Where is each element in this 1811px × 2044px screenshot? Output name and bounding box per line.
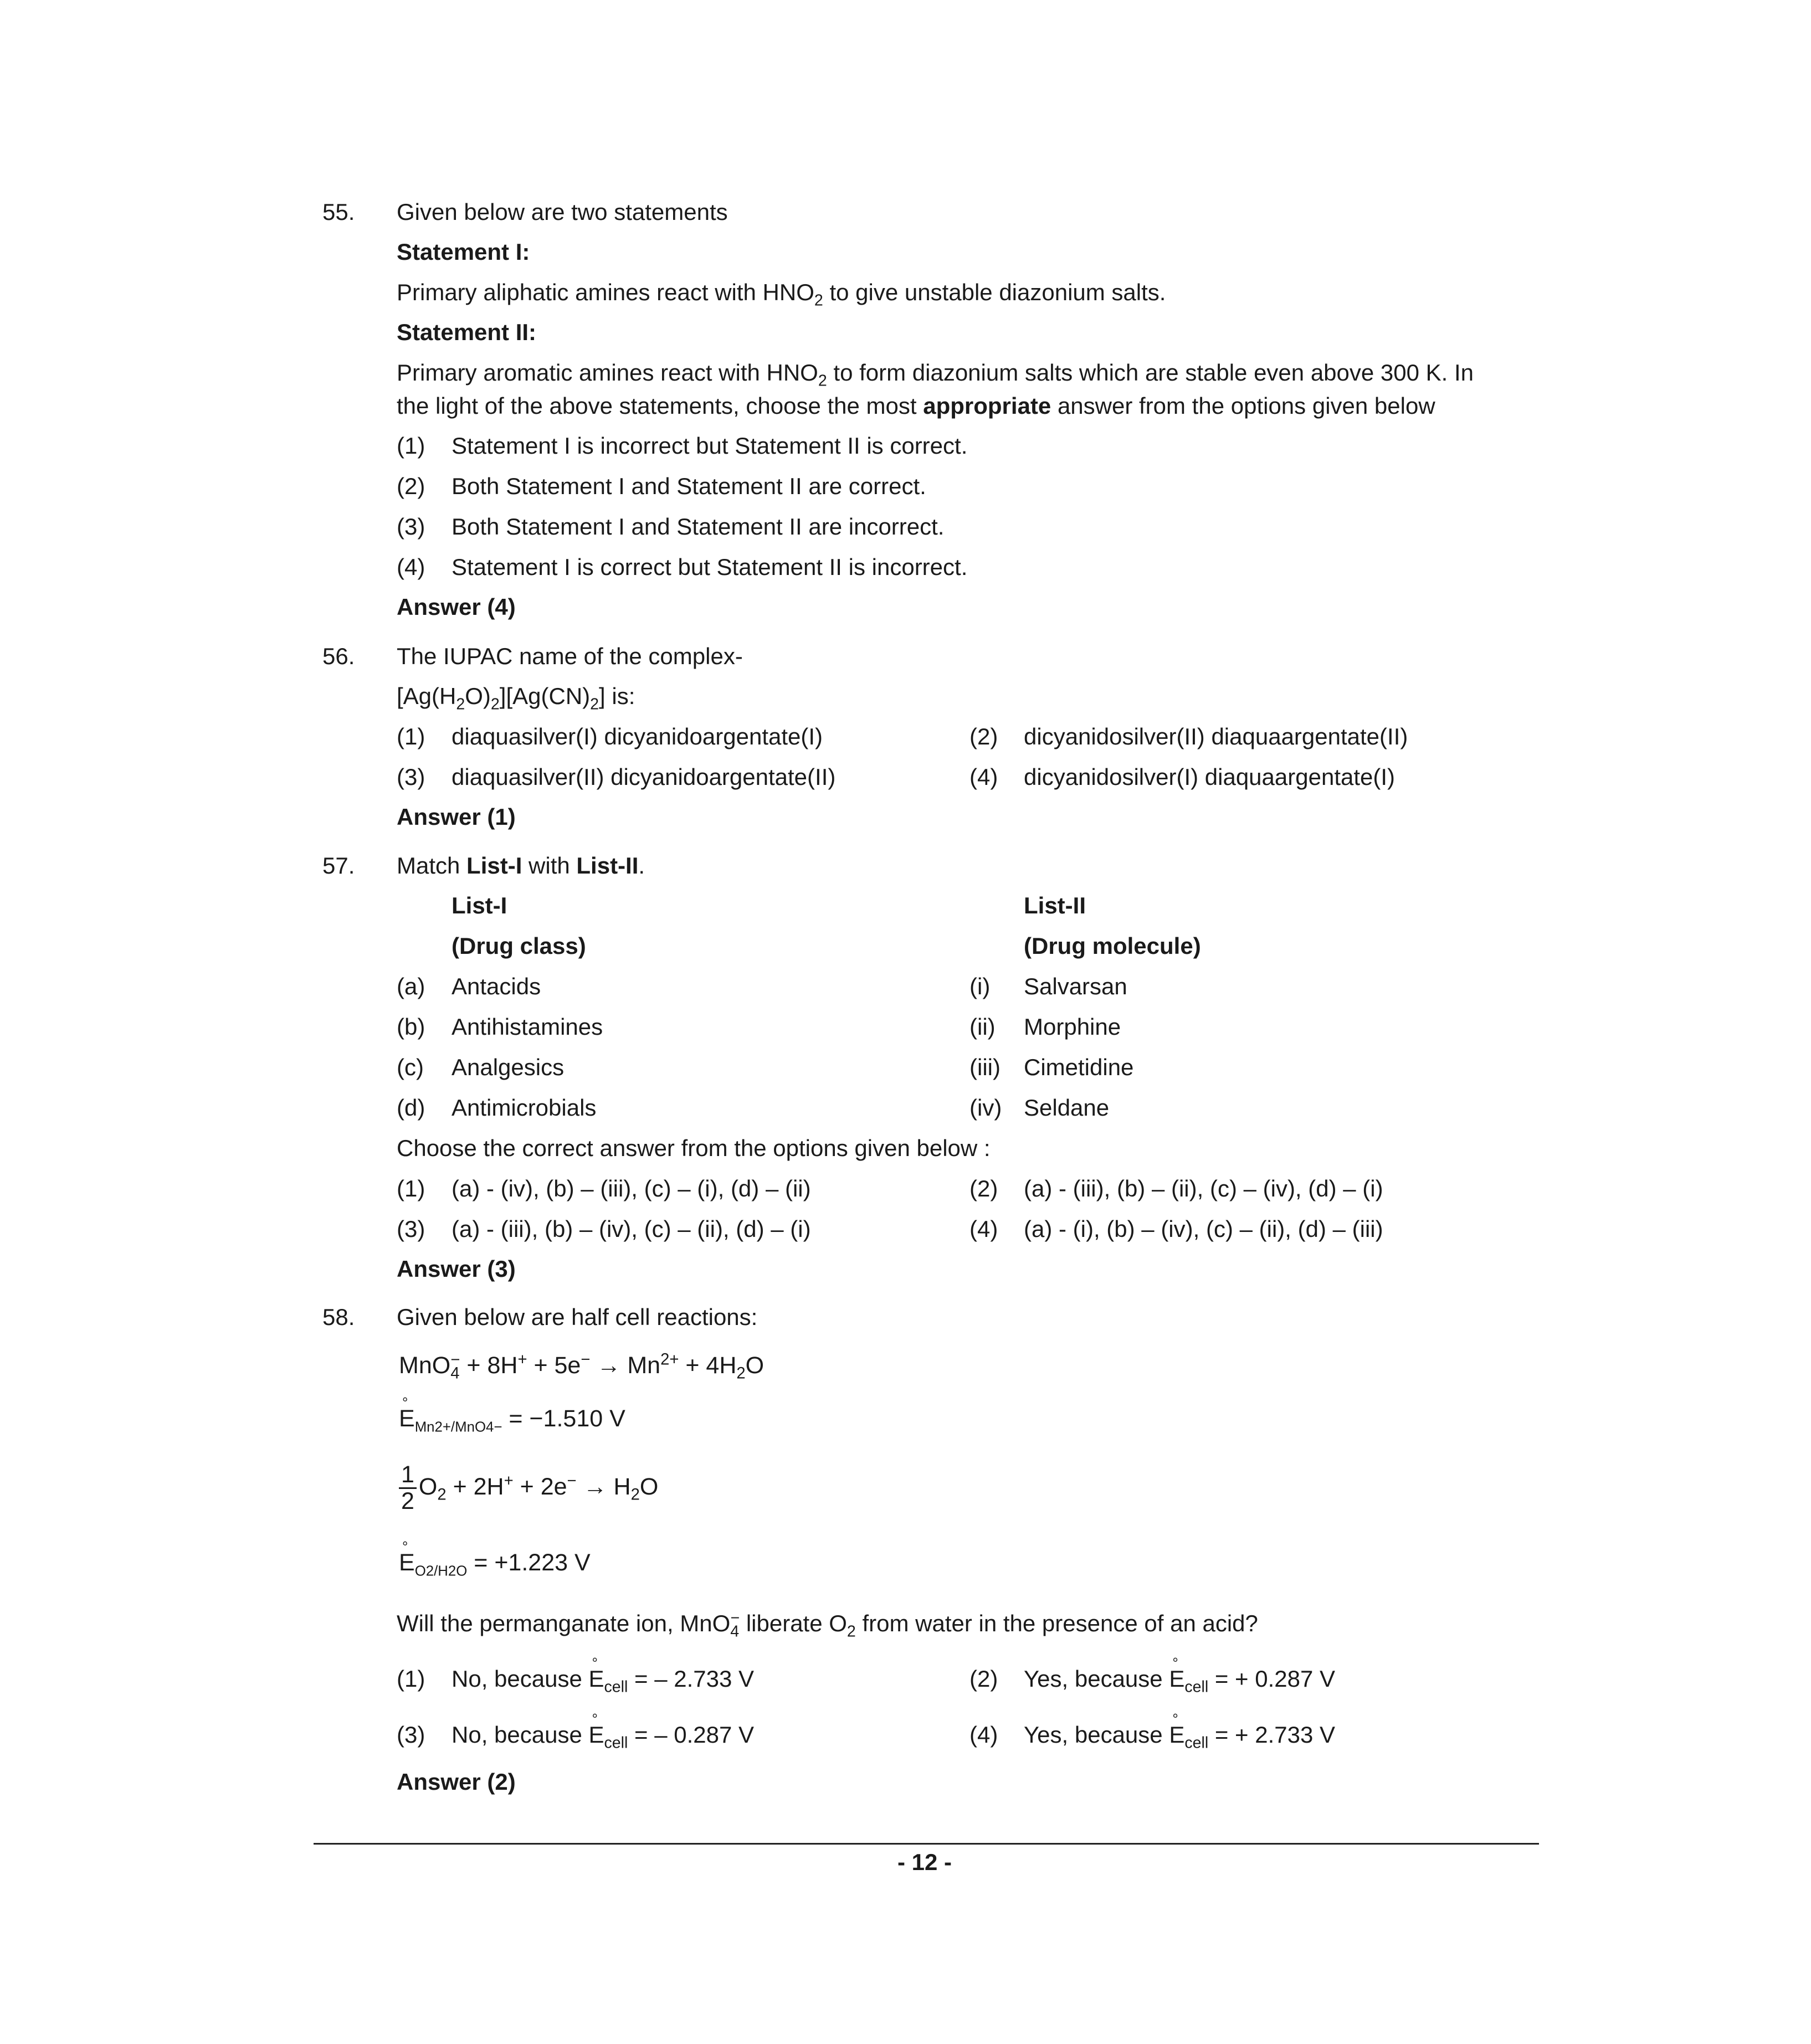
list-item-number: (iii) — [969, 1054, 1001, 1080]
answer: Answer (2) — [397, 1769, 516, 1795]
list1-subtitle: (Drug class) — [452, 933, 586, 959]
half-cell-reaction-1: $MnO_4^- + 8H^+ + 5e^- \to Mn^{2+} + 4H_2O$ — [399, 1350, 765, 1383]
page-number: - 12 - — [897, 1849, 952, 1875]
list-item: Cimetidine — [1024, 1054, 1134, 1080]
option-number: (4) — [969, 1216, 998, 1242]
option-text: Yes, because E $^\circ_{cell}$ = + 2.733 V — [1024, 1721, 1335, 1749]
option-text: diaquasilver(II) dicyanidoargentate(II) — [452, 764, 836, 790]
option-text: dicyanidosilver(II) diaquaargentate(II) — [1024, 723, 1408, 749]
list-item-number: (d) — [397, 1095, 425, 1121]
question-number: 57. — [322, 852, 355, 879]
footer-divider — [314, 1843, 1539, 1845]
statement-label: Statement II: — [397, 319, 537, 345]
question-number: 58. — [322, 1304, 355, 1330]
option-text: (a) - (iii), (b) – (iv), (c) – (ii), (d) – (i) — [452, 1216, 811, 1242]
statement-label: Statement I: — [397, 239, 530, 265]
list-item: Antacids — [452, 973, 541, 999]
list-item-number: (ii) — [969, 1014, 996, 1040]
complex-formula: $[Ag(H_2O)_2][Ag(CN)_2]$ is: — [397, 683, 635, 713]
statement-text: the light of the above statements, choose the most appropriate answer from the options given below — [397, 393, 1435, 419]
option-text: (a) - (iv), (b) – (iii), (c) – (i), (d) – (ii) — [452, 1175, 811, 1201]
question-text: The IUPAC name of the complex- — [397, 643, 743, 669]
option-text: dicyanidosilver(I) diaquaargentate(I) — [1024, 764, 1396, 790]
list1-title: List-I — [452, 892, 507, 918]
list-item-number: (iv) — [969, 1095, 1002, 1121]
list-item-number: (b) — [397, 1014, 425, 1040]
answer: Answer (1) — [397, 804, 516, 830]
list-item-number: (c) — [397, 1054, 424, 1080]
option-number: (3) — [397, 1216, 425, 1242]
option-text: No, because E $^\circ_{cell}$ = – 2.733 V — [452, 1665, 754, 1693]
list-item: Salvarsan — [1024, 973, 1127, 999]
question-text: Match List-I with List-II. — [397, 852, 645, 879]
option-text: diaquasilver(I) dicyanidoargentate(I) — [452, 723, 823, 749]
option-number: (1) — [397, 723, 425, 749]
question-number: 55. — [322, 199, 355, 225]
list2-title: List-II — [1024, 892, 1086, 918]
list-item: Morphine — [1024, 1014, 1121, 1040]
list-item-number: (a) — [397, 973, 425, 999]
list-item: Seldane — [1024, 1095, 1110, 1121]
option-number: (2) — [969, 1175, 998, 1201]
option-text: Yes, because E $^\circ_{cell}$ = + 0.287 V — [1024, 1665, 1335, 1693]
list-item: Antihistamines — [452, 1014, 603, 1040]
option-number: (4) — [397, 554, 425, 580]
option-text: Statement I is incorrect but Statement II is correct. — [452, 433, 968, 459]
answer: Answer (3) — [397, 1256, 516, 1282]
list-item: Antimicrobials — [452, 1095, 597, 1121]
list2-subtitle: (Drug molecule) — [1024, 933, 1201, 959]
option-text: Both Statement I and Statement II are incorrect. — [452, 513, 945, 540]
option-number: (2) — [969, 1666, 998, 1692]
option-number: (1) — [397, 1175, 425, 1201]
half-cell-reaction-2: $\frac{1}{2}$ $O_2 + 2H^+ + 2e^- \to H_2O$ — [399, 1462, 658, 1514]
answer: Answer (4) — [397, 594, 516, 620]
statement-text: Primary aromatic amines react with $HNO_2$ to form diazonium salts which are stable even above 300 K. In — [397, 360, 1474, 390]
option-text: Statement I is correct but Statement II is incorrect. — [452, 554, 968, 580]
question-text: Given below are two statements — [397, 199, 728, 225]
option-number: (4) — [969, 764, 998, 790]
option-number: (3) — [397, 764, 425, 790]
electrode-potential-1: E $^\circ_{Mn2+/MnO4-} = -1.510$ V — [399, 1405, 625, 1434]
option-text: Both Statement I and Statement II are correct. — [452, 473, 926, 499]
question-number: 56. — [322, 643, 355, 669]
option-number: (3) — [397, 513, 425, 540]
option-number: (2) — [397, 473, 425, 499]
option-text: (a) - (i), (b) – (iv), (c) – (ii), (d) – (iii) — [1024, 1216, 1383, 1242]
list-item-number: (i) — [969, 973, 991, 999]
option-number: (2) — [969, 723, 998, 749]
question-text: Given below are half cell reactions: — [397, 1304, 758, 1330]
statement-text: Primary aliphatic amines react with $HNO_2$ to give unstable diazonium salts. — [397, 279, 1166, 310]
option-number: (3) — [397, 1722, 425, 1748]
option-text: (a) - (iii), (b) – (ii), (c) – (iv), (d) – (i) — [1024, 1175, 1383, 1201]
electrode-potential-2: E $^\circ_{O2/H2O} = +1.223$ V — [399, 1549, 591, 1578]
list-item: Analgesics — [452, 1054, 565, 1080]
option-number: (1) — [397, 1666, 425, 1692]
instruction-text: Choose the correct answer from the options given below : — [397, 1135, 991, 1161]
option-text: No, because E $^\circ_{cell}$ = – 0.287 V — [452, 1721, 754, 1749]
option-number: (1) — [397, 433, 425, 459]
option-number: (4) — [969, 1722, 998, 1748]
question-text: Will the permanganate ion, MnO$_4$− liberate $O_2$ from water in the presence of an acid? — [397, 1609, 1258, 1641]
